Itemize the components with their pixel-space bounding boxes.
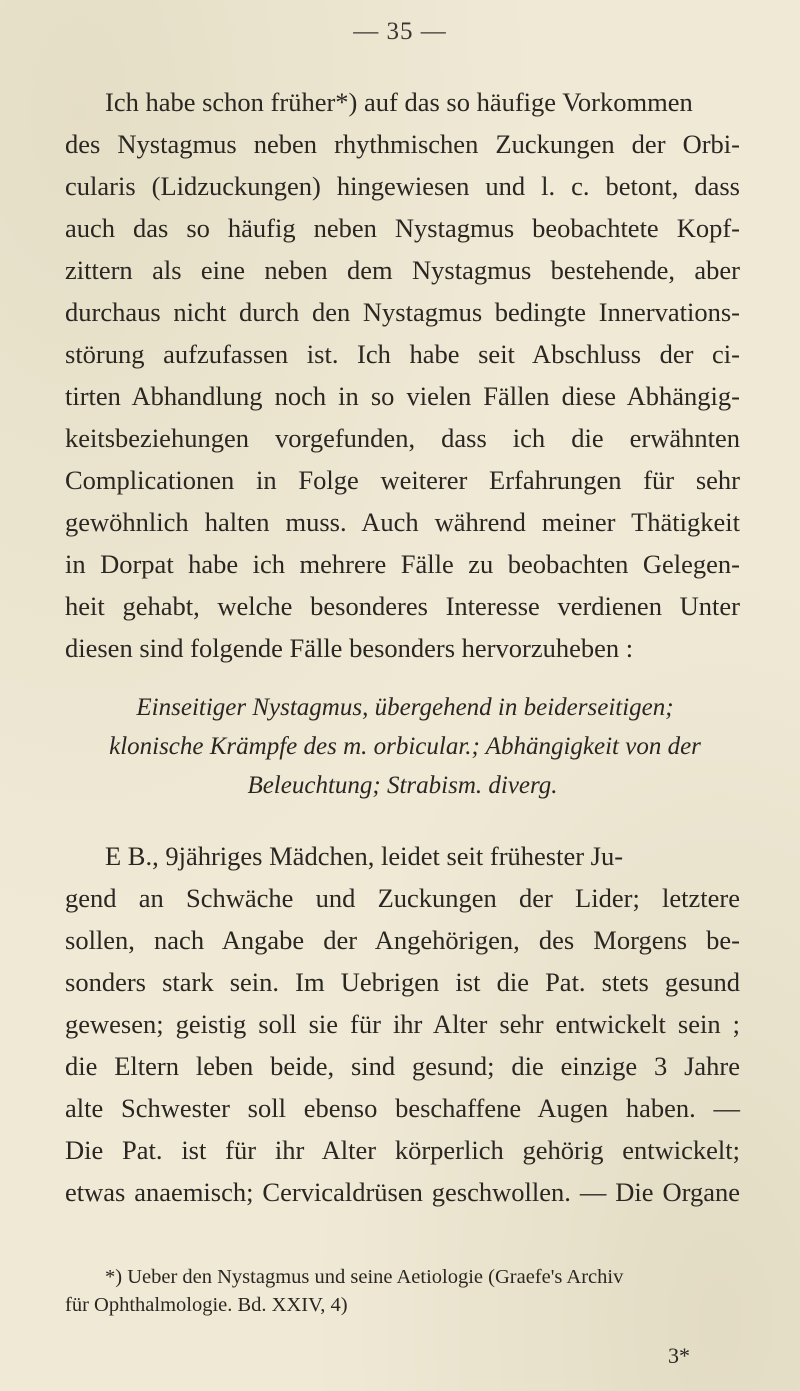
case-heading-line: Beleuchtung; Strabism. diverg. [247,772,558,799]
text-line: des Nystagmus neben rhythmischen Zuckungen der Orbi- [65,129,740,159]
footnote-line: *) Ueber den Nystagmus und seine Aetiologie (Graefe's Archiv [105,1266,624,1288]
text-line: Complicationen in Folge weiterer Erfahrungen für sehr [65,465,740,495]
case-heading-line: klonische Krämpfe des m. orbicular.; Abhängigkeit von der [109,733,701,760]
text-line: keitsbeziehungen vorgefunden, dass ich die erwähnten [65,423,740,453]
text-line: heit gehabt, welche besonderes Interesse verdienen Unter [65,591,740,621]
text-line: Ich habe schon früher*) auf das so häufige Vorkommen [105,87,693,117]
text-line: etwas anaemisch; Cervicaldrüsen geschwollen. — Die Organe [65,1177,740,1207]
text-line: sollen, nach Angabe der Angehörigen, des Morgens be- [65,925,740,955]
text-line: zittern als eine neben dem Nystagmus bestehende, aber [65,255,740,285]
text-line: Die Pat. ist für ihr Alter körperlich gehörig entwickelt; [65,1135,740,1165]
printer-signature-mark: 3* [668,1343,690,1368]
text-line: störung aufzufassen ist. Ich habe seit Abschluss der ci- [65,339,740,369]
text-line: gewöhnlich halten muss. Auch während meiner Thätigkeit [65,507,740,537]
text-line: gend an Schwäche und Zuckungen der Lider; letztere [65,883,740,913]
text-line: cularis (Lidzuckungen) hingewiesen und l. c. betont, dass [65,171,740,201]
text-line: tirten Abhandlung noch in so vielen Fällen diese Abhängig- [65,381,740,411]
text-line: durchaus nicht durch den Nystagmus bedingte Innervations- [65,297,740,327]
text-line: diesen sind folgende Fälle besonders hervorzuheben : [65,633,634,663]
text-line: die Eltern leben beide, sind gesund; die einzige 3 Jahre [65,1051,740,1081]
case-heading-line: Einseitiger Nystagmus, übergehend in beiderseitigen; [136,694,674,721]
text-line: auch das so häufig neben Nystagmus beobachtete Kopf- [65,213,740,243]
text-line: in Dorpat habe ich mehrere Fälle zu beobachten Gelegen- [65,549,740,579]
text-line: gewesen; geistig soll sie für ihr Alter sehr entwickelt sein ; [65,1009,740,1039]
page-number: — 35 — [353,18,447,45]
text-line: sonders stark sein. Im Uebrigen ist die Pat. stets gesund [65,967,740,997]
text-line: alte Schwester soll ebenso beschaffene Augen haben. — [65,1093,740,1123]
text-line: E B., 9jähriges Mädchen, leidet seit frühester Ju- [105,841,624,871]
footnote-line: für Ophthalmologie. Bd. XXIV, 4) [65,1294,348,1316]
